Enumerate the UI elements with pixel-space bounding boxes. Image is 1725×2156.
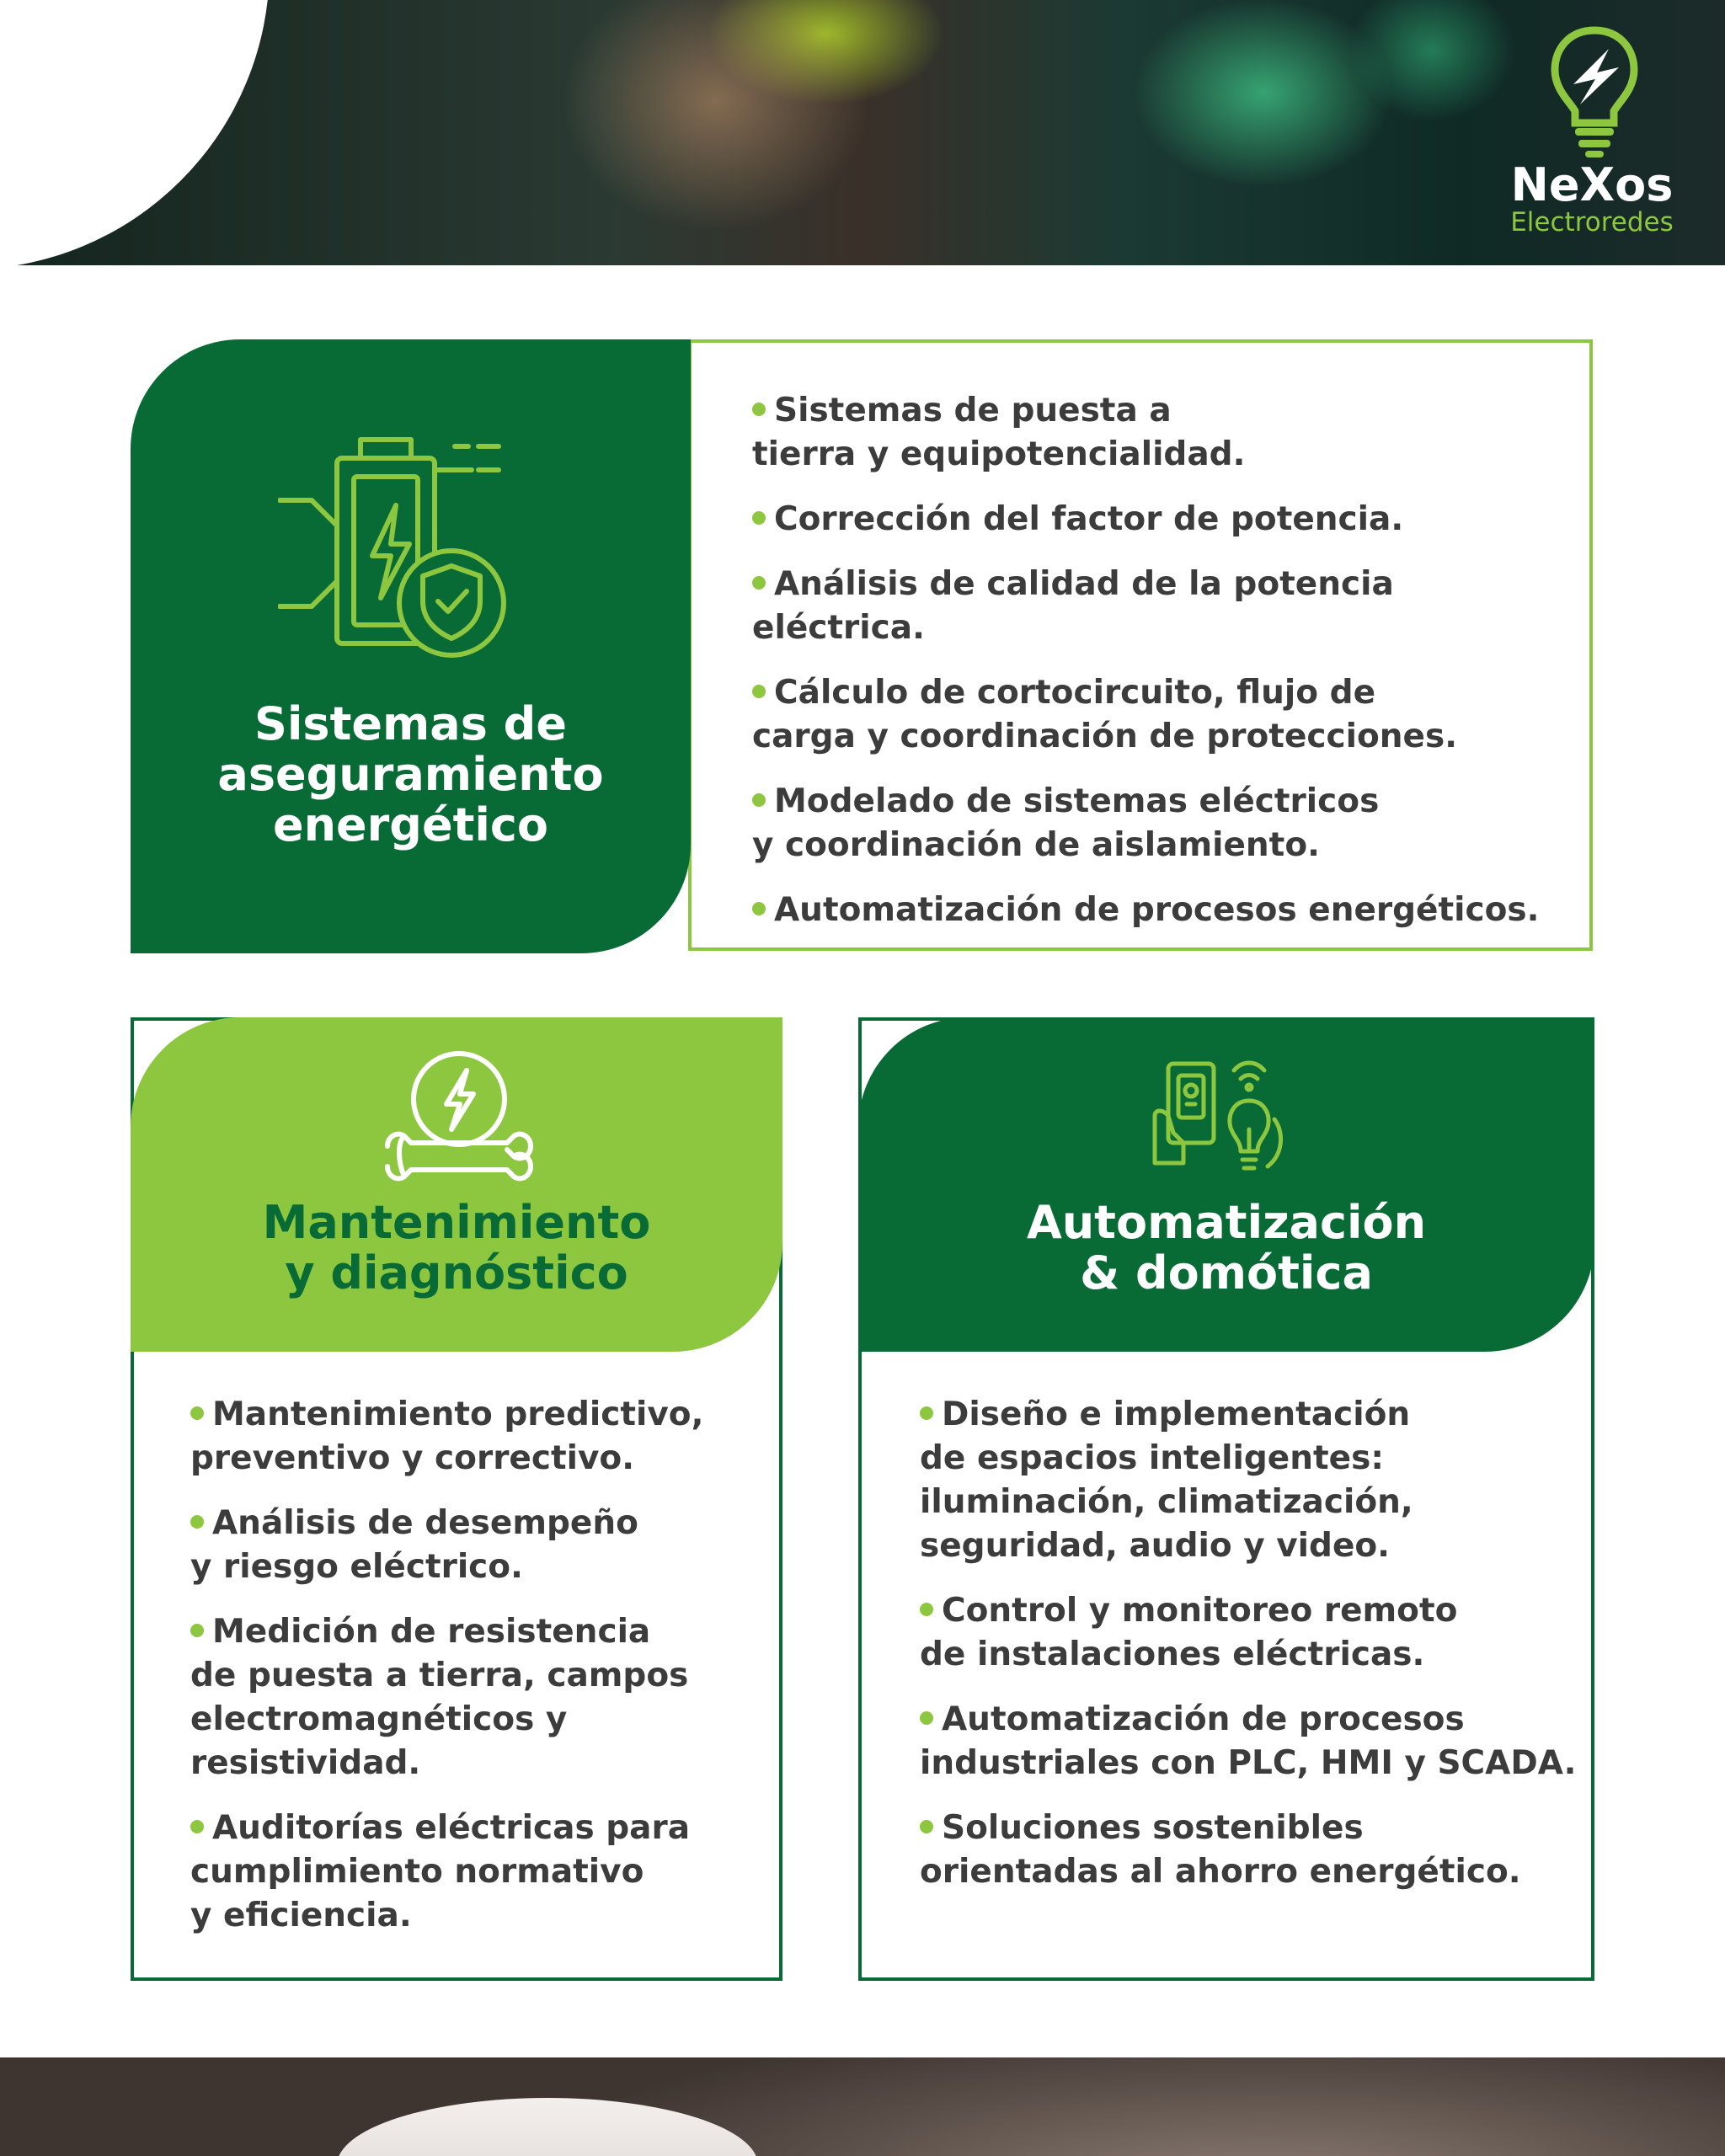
list-item-text: Modelado de sistemas eléctricos y coordinación de aislamiento.: [752, 782, 1380, 864]
list-item-text: Medición de resistencia de puesta a tierra, campos electromagnéticos y resistividad.: [190, 1613, 689, 1782]
smart-home-control-icon: [1150, 1049, 1293, 1183]
card-maintenance-title: [131, 1198, 782, 1299]
list-item: [752, 889, 1578, 932]
list-item: [920, 1393, 1585, 1568]
list-item-text: Cálculo de cortocircuito, flujo de carga y coordinación de protecciones.: [752, 674, 1458, 755]
list-item: [752, 498, 1578, 542]
list-item: [190, 1610, 772, 1785]
list-item-text: Diseño e implementación de espacios inteligentes: iluminación, climatización, seguridad, audio y video.: [920, 1396, 1413, 1565]
list-item-text: Análisis de calidad de la potencia eléctrica.: [752, 565, 1394, 647]
list-item-text: Análisis de desempeño y riesgo eléctrico.: [190, 1504, 638, 1586]
bullet-dot: [752, 685, 766, 698]
list-item-text: Mantenimiento predictivo, preventivo y correctivo.: [190, 1396, 704, 1477]
bullet-dot: [190, 1624, 204, 1637]
list-item-text: Sistemas de puesta a tierra y equipotencialidad.: [752, 392, 1246, 473]
bullet-dot: [190, 1515, 204, 1529]
card-automation-title-line: Automatización: [1026, 1196, 1427, 1249]
list-item-text: Soluciones sostenibles orientadas al ahorro energético.: [920, 1809, 1521, 1891]
header-curve: [0, 0, 270, 265]
card-energy-list: [752, 389, 1578, 953]
card-energy-title-line: energético: [272, 798, 549, 851]
list-item-text: Corrección del factor de potencia.: [774, 500, 1404, 538]
card-maintenance-title-line: Mantenimiento: [262, 1196, 651, 1249]
bullet-dot: [752, 576, 766, 590]
card-automation-title: [858, 1198, 1594, 1299]
list-item: [920, 1698, 1585, 1785]
card-automation-title-line: & domótica: [1080, 1246, 1373, 1299]
list-item: [920, 1806, 1585, 1894]
wrench-bolt-icon: [379, 1049, 539, 1192]
brand-name: NeXos: [1510, 158, 1674, 211]
bullet-dot: [190, 1820, 204, 1833]
bullet-dot: [920, 1711, 933, 1725]
card-energy-title: [131, 699, 691, 851]
card-maintenance-title-line: y diagnóstico: [285, 1246, 628, 1299]
bullet-dot: [752, 403, 766, 416]
bullet-dot: [920, 1406, 933, 1420]
card-energy-title-line: aseguramiento: [217, 748, 604, 801]
list-item: [190, 1393, 772, 1481]
lightbulb-bolt-icon: [1548, 24, 1641, 158]
bullet-dot: [752, 511, 766, 525]
list-item-text: Control y monitoreo remoto de instalaciones eléctricas.: [920, 1592, 1458, 1673]
list-item-text: Automatización de procesos industriales con PLC, HMI y SCADA.: [920, 1700, 1577, 1782]
bullet-dot: [752, 793, 766, 807]
list-item-text: Automatización de procesos energéticos.: [774, 891, 1540, 929]
list-item: [920, 1589, 1585, 1677]
list-item: [190, 1806, 772, 1938]
ceiling-sensor-dome: [337, 2098, 758, 2156]
footer-photo-ceiling-device: [0, 2057, 1725, 2156]
list-item: [190, 1502, 772, 1589]
list-item: [752, 389, 1578, 477]
brand-subtitle: Electroredes: [1510, 207, 1674, 237]
list-item: [752, 563, 1578, 650]
bullet-dot: [752, 902, 766, 915]
list-item: [752, 671, 1578, 759]
bullet-dot: [920, 1603, 933, 1616]
list-item: [752, 780, 1578, 867]
header-photo-electrician: [0, 0, 1725, 265]
card-automation-list: [920, 1393, 1585, 1915]
bullet-dot: [920, 1820, 933, 1833]
bullet-dot: [190, 1406, 204, 1420]
battery-shield-icon: [278, 430, 514, 665]
card-energy-title-line: Sistemas de: [254, 697, 567, 750]
brand-logo: [1491, 24, 1693, 243]
list-item-text: Auditorías eléctricas para cumplimiento normativo y eficiencia.: [190, 1809, 691, 1935]
card-maintenance-list: [190, 1393, 772, 1959]
